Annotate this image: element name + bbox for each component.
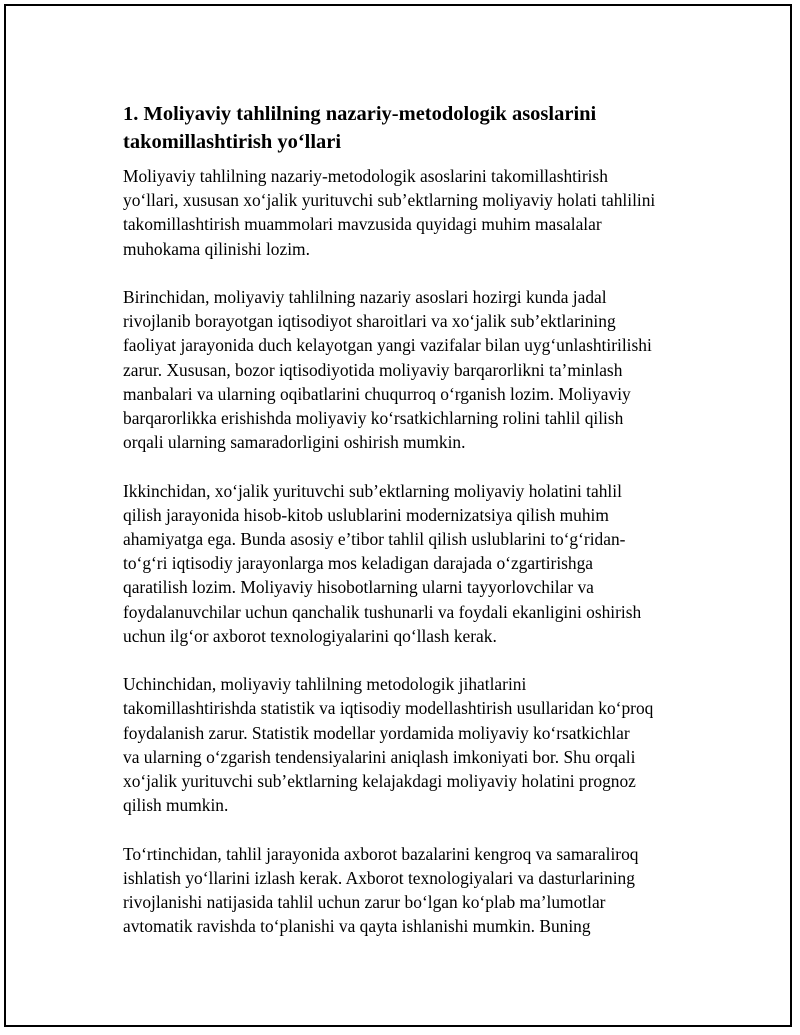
paragraph-line: faoliyat jarayonida duch kelayotgan yangi vazifalar bilan uyg‘unlashtirilishi (123, 335, 652, 356)
paragraph-line: zarur. Xususan, bozor iqtisodiyotida moliyaviy barqarorlikni ta’minlash (123, 359, 623, 380)
paragraph-line: foydalanish zarur. Statistik modellar yordamida moliyaviy ko‘rsatkichlar (123, 722, 630, 743)
paragraph-line: ahamiyatga ega. Bunda asosiy e’tibor tahlil qilish uslublarini to‘g‘ridan- (123, 529, 626, 550)
paragraph-line: Uchinchidan, moliyaviy tahlilning metodologik jihatlarini (123, 674, 527, 695)
heading-line: takomillashtirish yo‘llari (123, 131, 342, 153)
paragraph-line: Moliyaviy tahlilning nazariy-metodologik asoslarini takomillashtirish (123, 166, 608, 186)
paragraph-line: takomillashtirish muammolari mavzusida quyidagi muhim masalalar (123, 214, 602, 235)
page-frame (4, 4, 792, 1027)
paragraph-second (123, 479, 691, 648)
paragraph-line: rivojlanishi natijasida tahlil uchun zarur bo‘lgan ko‘plab ma’lumotlar (123, 892, 606, 913)
paragraph-third (123, 672, 691, 817)
paragraph-line: To‘rtinchidan, tahlil jarayonida axborot bazalarini kengroq va samaraliroq (123, 843, 639, 864)
paragraph-line: to‘g‘ri iqtisodiy jarayonlarga mos keladigan darajada o‘zgartirishga (123, 553, 594, 574)
paragraph-line: manbalari va ularning oqibatlarini chuqurroq o‘rganish lozim. Moliyaviy (123, 383, 631, 404)
paragraph-line: ishlatish yo‘llarini izlash kerak. Axborot texnologiyalari va dasturlarining (123, 867, 635, 888)
section-heading (123, 100, 691, 156)
paragraph-line: orqali ularning samaradorligini oshirish mumkin. (123, 432, 466, 453)
paragraph-line: Ikkinchidan, xo‘jalik yurituvchi sub’ektlarning moliyaviy holatini tahlil (123, 480, 622, 501)
paragraph-intro (123, 164, 691, 261)
paragraph-first (123, 285, 691, 454)
paragraph-line: qaratilish lozim. Moliyaviy hisobotlarning ularni tayyorlovchilar va (123, 577, 594, 598)
paragraph-line: uchun ilg‘or axborot texnologiyalarini qo‘llash kerak. (123, 625, 497, 646)
paragraph-line: muhokama qilinishi lozim. (123, 238, 310, 259)
paragraph-line: barqarorlikka erishishda moliyaviy ko‘rsatkichlarning rolini tahlil qilish (123, 408, 624, 429)
paragraph-line: takomillashtirishda statistik va iqtisodiy modellashtirish usullaridan ko‘proq (123, 698, 654, 719)
paragraph-line: avtomatik ravishda to‘planishi va qayta ishlanishi mumkin. Buning (123, 916, 591, 937)
paragraph-line: qilish mumkin. (123, 795, 229, 816)
document-body (123, 100, 691, 963)
paragraph-line: rivojlanib borayotgan iqtisodiyot sharoitlari va xo‘jalik sub’ektlarining (123, 311, 616, 332)
paragraph-line: qilish jarayonida hisob-kitob uslublarini modernizatsiya qilish muhim (123, 504, 609, 525)
paragraph-line: va ularning o‘zgarish tendensiyalarini aniqlash imkoniyati bor. Shu orqali (123, 746, 636, 767)
paragraph-line: yo‘llari, xususan xo‘jalik yurituvchi sub’ektlarning moliyaviy holati tahlilini (123, 190, 656, 211)
heading-line: 1. Moliyaviy tahlilning nazariy-metodologik asoslarini (123, 103, 597, 125)
paragraph-line: foydalanuvchilar uchun qanchalik tushunarli va foydali ekanligini oshirish (123, 601, 642, 622)
paragraph-fourth (123, 842, 691, 939)
paragraph-line: xo‘jalik yurituvchi sub’ektlarning kelajakdagi moliyaviy holatini prognoz (123, 771, 636, 792)
paragraph-line: Birinchidan, moliyaviy tahlilning nazariy asoslari hozirgi kunda jadal (123, 287, 607, 307)
